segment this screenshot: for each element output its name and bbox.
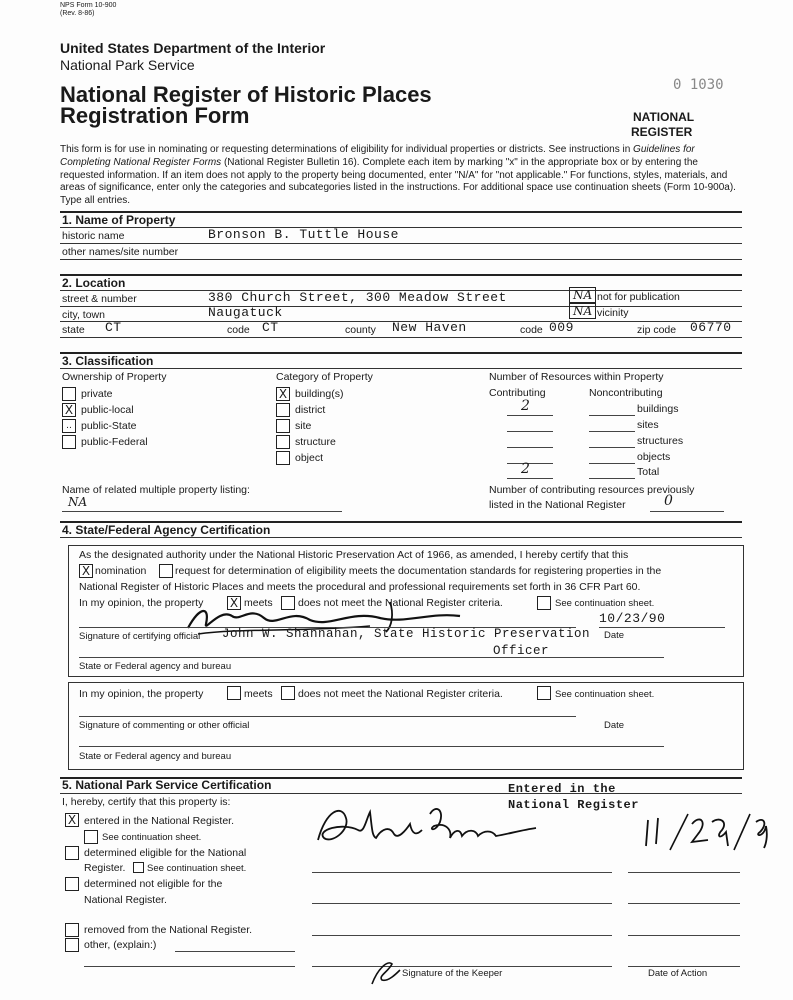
removed-checkbox[interactable] [65, 923, 79, 937]
keeper-line [312, 903, 612, 904]
opinion2-does-not-meet-checkbox[interactable] [281, 686, 295, 700]
ownership-title: Ownership of Property [62, 371, 167, 383]
ownership-private-checkbox[interactable] [62, 387, 76, 401]
field-rule [60, 243, 742, 244]
state-code-label: code [227, 324, 250, 336]
see-continuation-checkbox[interactable] [537, 596, 551, 610]
nomination-label: nomination [95, 565, 147, 577]
contributing-label: Contributing [489, 387, 546, 399]
state-label: state [62, 324, 85, 336]
keeper-line [312, 966, 612, 967]
opinion-label: In my opinion, the property [79, 597, 204, 609]
multiple-listing-value[interactable]: NA [68, 495, 88, 509]
eligible-see-cont-label: See continuation sheet. [147, 863, 247, 874]
ownership-public-state-checkbox[interactable]: .. [62, 419, 76, 433]
form-number: NPS Form 10-900 [60, 2, 117, 9]
not-eligible-checkbox[interactable] [65, 877, 79, 891]
determined-eligible-checkbox[interactable] [65, 846, 79, 860]
meets-label: meets [244, 597, 273, 609]
agency-label: State or Federal agency and bureau [79, 661, 232, 672]
category-site-label: site [295, 420, 312, 432]
cert-text-line2: request for determination of eligibility meets the documentation standards for registering properties in the [175, 565, 662, 577]
determined-eligible-label-cont: Register. [84, 862, 126, 874]
does-not-meet-label: does not meet the National Register criteria. [298, 597, 503, 609]
category-structure-checkbox[interactable] [276, 435, 290, 449]
section-rule [60, 368, 742, 369]
ownership-public-federal-checkbox[interactable] [62, 435, 76, 449]
category-site-checkbox[interactable] [276, 419, 290, 433]
zip-value[interactable]: 06770 [690, 320, 732, 335]
section-rule [60, 537, 742, 538]
agency-line [79, 657, 664, 658]
opinion2-meets-label: meets [244, 688, 273, 700]
historic-name-value[interactable]: Bronson B. Tuttle House [208, 227, 399, 242]
not-eligible-label: determined not eligible for the [84, 878, 223, 890]
category-object-label: object [295, 452, 324, 464]
opinion2-does-not-meet-label: does not meet the National Register criteria. [298, 688, 503, 700]
date-line [599, 627, 725, 628]
keeper-line [312, 872, 612, 873]
commenting-sig-label: Signature of commenting or other official [79, 720, 250, 731]
signature-line [79, 716, 576, 717]
opinion2-meets-checkbox[interactable] [227, 686, 241, 700]
other-checkbox[interactable] [65, 938, 79, 952]
section-divider [60, 352, 742, 354]
sites-label: sites [637, 419, 659, 431]
fill-line [589, 447, 635, 448]
state-value[interactable]: CT [105, 320, 122, 335]
nomination-checkbox[interactable]: X [79, 564, 93, 578]
form-title-line1: National Register of Historic Places [60, 82, 432, 107]
fill-line [589, 415, 635, 416]
service-title: National Park Service [60, 57, 195, 73]
city-value[interactable]: Naugatuck [208, 305, 283, 320]
cert-date-value[interactable]: 10/23/90 [599, 611, 666, 626]
cert-text-line3: National Register of Historic Places and meets the procedural and professional requirements set forth in 36 CFR Part 60. [79, 581, 641, 593]
meets-checkbox[interactable]: X [227, 596, 241, 610]
national-stamp-line1: NATIONAL [633, 110, 695, 124]
keeper-initials [368, 958, 404, 988]
opinion2-see-continuation-label: See continuation sheet. [555, 689, 655, 700]
city-label: city, town [62, 309, 105, 321]
county-code-value[interactable]: 009 [549, 320, 574, 335]
fill-line [507, 463, 553, 464]
ownership-public-state-label: public-State [81, 420, 137, 432]
not-for-publication-box[interactable]: NA [569, 287, 596, 303]
section4-heading: 4. State/Federal Agency Certification [62, 523, 271, 537]
entered-stamp-line1: Entered in the [508, 782, 616, 796]
street-value[interactable]: 380 Church Street, 300 Meadow Street [208, 290, 507, 305]
fill-line [507, 431, 553, 432]
not-eligible-label-cont: National Register. [84, 894, 167, 906]
certify-label: I, hereby, certify that this property is: [62, 796, 231, 808]
keeper-date-line [628, 903, 740, 904]
ownership-public-federal-label: public-Federal [81, 436, 148, 448]
not-for-publication-label: not for publication [597, 291, 680, 303]
zip-label: zip code [637, 324, 677, 336]
category-building-label: building(s) [295, 388, 344, 400]
county-value[interactable]: New Haven [392, 320, 467, 335]
fill-line [589, 431, 635, 432]
sig-certifying-label: Signature of certifying official [79, 631, 201, 642]
section2-heading: 2. Location [62, 276, 126, 290]
form-title-line2: Registration Form [60, 103, 250, 128]
state-code-value[interactable]: CT [262, 320, 279, 335]
other-names-label: other names/site number [62, 246, 179, 258]
other-explain-line2 [84, 966, 295, 967]
resources-title: Number of Resources within Property [489, 371, 664, 383]
removed-label: removed from the National Register. [84, 924, 253, 936]
other-label: other, (explain:) [84, 939, 157, 951]
previously-listed-label1: Number of contributing resources previously [489, 484, 695, 496]
opinion2-label: In my opinion, the property [79, 688, 204, 700]
date-of-action-label: Date of Action [648, 968, 708, 979]
previously-listed-value[interactable]: 0 [664, 493, 673, 509]
official-name-cont: Officer [493, 644, 550, 658]
see-continuation-label: See continuation sheet. [555, 598, 655, 609]
commenting-date-label: Date [604, 720, 625, 731]
fill-line [589, 478, 635, 479]
form-revision: (Rev. 8-86) [60, 10, 95, 17]
structures-label: structures [637, 435, 684, 447]
fill-line [650, 511, 724, 512]
county-code-label: code [520, 324, 543, 336]
section5-heading: 5. National Park Service Certification [62, 778, 272, 792]
category-structure-label: structure [295, 436, 336, 448]
multiple-listing-label: Name of related multiple property listing: [62, 484, 250, 496]
fill-line [507, 478, 553, 479]
fill-line [62, 511, 342, 512]
action-date-handwritten [642, 810, 772, 854]
total-label: Total [637, 466, 660, 478]
ownership-public-local-label: public-local [81, 404, 134, 416]
entered-stamp-line2: National Register [508, 798, 639, 812]
cert-date-label: Date [604, 630, 625, 641]
fill-line [507, 415, 553, 416]
objects-label: objects [637, 451, 671, 463]
vicinity-label: vicinity [597, 307, 629, 319]
keeper-date-line [628, 872, 740, 873]
official-name: John W. Shannahan, State Historic Preservation [222, 627, 591, 641]
contributing-buildings[interactable]: 2 [521, 398, 530, 414]
entered-see-cont-label: See continuation sheet. [102, 832, 202, 843]
entered-label: entered in the National Register. [84, 815, 235, 827]
fill-line [507, 447, 553, 448]
agency-label-2: State or Federal agency and bureau [79, 751, 232, 762]
section-rule [60, 793, 742, 794]
keeper-signature-label: Signature of the Keeper [402, 968, 503, 979]
instructions-paragraph: This form is for use in nominating or requesting determinations of eligibility for individual properties or districts. See instructions in Guidelines for Completing National Register Forms (National Register Bulletin 16). Complete each item by marking "x" in the appropriate box or by entering the requested information. If an item does not apply to the property being documented, enter "N/A" for "not applicable." For functions, styles, materials, and areas of significance, enter only the categories and subcategories listed in the instructions. For additional space use continuation sheets (Form 10-900a). Type all entries. [60, 144, 736, 207]
contributing-total[interactable]: 2 [521, 461, 530, 477]
category-district-label: district [295, 404, 326, 416]
field-rule [60, 306, 742, 307]
field-rule [60, 259, 742, 260]
street-label: street & number [62, 293, 137, 305]
received-stamp-number: 0 1030 [673, 77, 724, 93]
request-determination-checkbox[interactable] [159, 564, 173, 578]
section-divider [60, 274, 742, 276]
historic-name-label: historic name [62, 230, 125, 242]
keeper-signature [312, 800, 542, 852]
ownership-public-local-checkbox[interactable]: X [62, 403, 76, 417]
vicinity-box[interactable]: NA [569, 303, 596, 319]
cert-text-line1: As the designated authority under the National Historic Preservation Act of 1966, as amended, I hereby certify that this [79, 549, 629, 561]
field-rule [60, 337, 742, 338]
noncontributing-label: Noncontributing [589, 387, 663, 399]
keeper-date-line [628, 966, 740, 967]
section1-heading: 1. Name of Property [62, 213, 176, 227]
agency-line [79, 746, 664, 747]
keeper-date-line [628, 935, 740, 936]
fill-line [589, 463, 635, 464]
ownership-private-label: private [81, 388, 113, 400]
buildings-label: buildings [637, 403, 679, 415]
keeper-line [312, 935, 612, 936]
entered-checkbox[interactable]: X [65, 813, 79, 827]
category-building-checkbox[interactable]: X [276, 387, 290, 401]
category-object-checkbox[interactable] [276, 451, 290, 465]
category-title: Category of Property [276, 371, 373, 383]
entered-see-cont-checkbox[interactable] [84, 830, 98, 844]
section3-heading: 3. Classification [62, 354, 154, 368]
previously-listed-label2: listed in the National Register [489, 499, 626, 511]
other-explain-line [175, 951, 295, 952]
department-title: United States Department of the Interior [60, 40, 326, 56]
county-label: county [345, 324, 376, 336]
opinion2-see-continuation-checkbox[interactable] [537, 686, 551, 700]
determined-eligible-label: determined eligible for the National [84, 847, 247, 859]
section-rule [60, 227, 742, 228]
eligible-see-cont-checkbox[interactable] [133, 862, 144, 873]
category-district-checkbox[interactable] [276, 403, 290, 417]
national-stamp-line2: REGISTER [631, 125, 693, 139]
